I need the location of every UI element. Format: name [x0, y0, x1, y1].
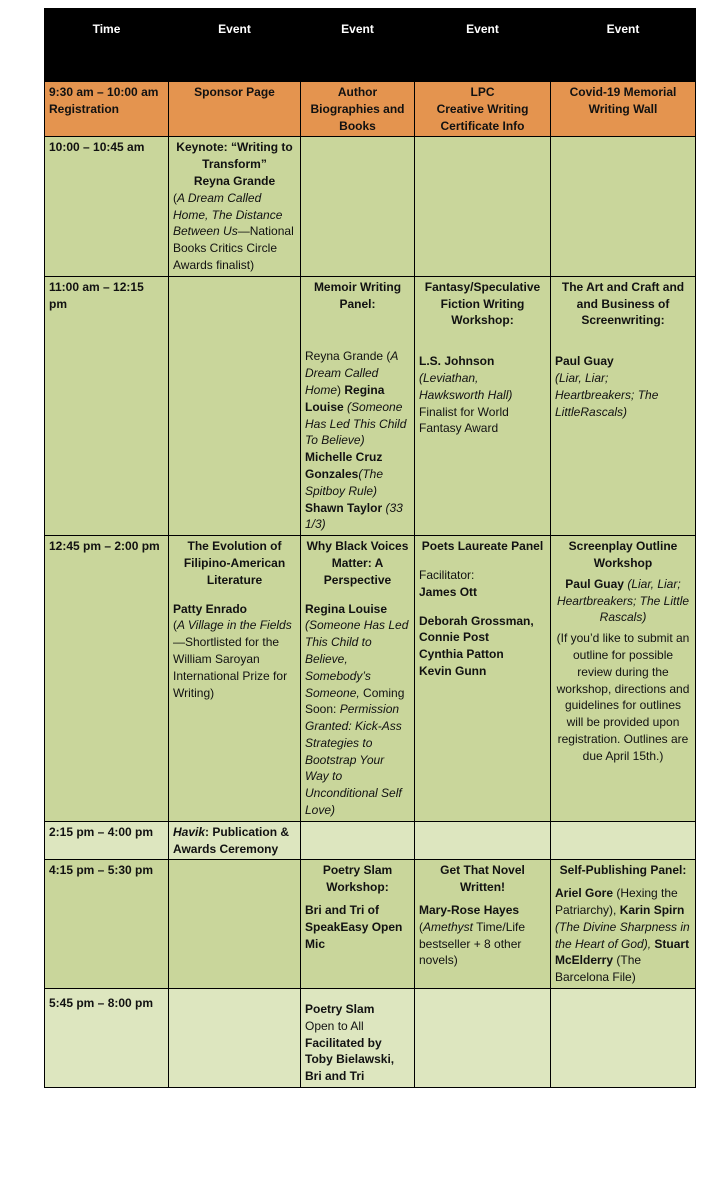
- fantasy-award: Finalist for World Fantasy Award: [419, 404, 509, 436]
- black-voices-books: [305, 617, 410, 819]
- panelist-shawn-taylor: Shawn Taylor: [305, 500, 383, 515]
- keynote-empty-4: [551, 137, 696, 276]
- session-11am-empty: [169, 276, 301, 535]
- memoir-panel-title: Memoir Writing Panel:: [313, 279, 402, 311]
- havik-empty-3: [415, 821, 551, 860]
- black-voices-book-1: (Someone Has Led This Child to Believe, Somebody’s Someone,: [305, 618, 409, 700]
- poets-facilitator-label: Facilitator:: [419, 567, 475, 582]
- self-publishing-cell: [551, 860, 696, 989]
- screenwriting-presenter: Paul Guay: [555, 354, 614, 369]
- havik-time: 2:15 pm – 4:00 pm: [45, 821, 169, 860]
- slam-workshop-hosts: Bri and Tri of SpeakEasy Open Mic: [305, 903, 403, 951]
- screenwriting-title: The Art and Craft and and Business of Screenwriting:: [561, 279, 685, 328]
- slam-workshop-title: Poetry Slam Workshop:: [322, 863, 393, 895]
- filipino-lit-books: [173, 617, 296, 701]
- memoir-panelists: [305, 348, 410, 533]
- fantasy-workshop-cell: [415, 276, 551, 535]
- poet-deborah-grossman: Deborah Grossman,: [419, 613, 534, 628]
- havik-name: Havik: [173, 824, 206, 839]
- header-event-3: Event: [415, 9, 551, 82]
- filipino-lit-cell: [169, 536, 301, 822]
- panelist-ariel-book: (Hexing the Patriarchy),: [555, 886, 678, 918]
- self-publishing-title: Self-Publishing Panel:: [559, 863, 687, 878]
- slam-workshop-cell: [301, 860, 415, 989]
- schedule-table: [44, 8, 696, 1088]
- panelist-shawn-book: (33 1/3): [305, 500, 403, 532]
- screenplay-outline-title: Screenplay Outline Workshop: [568, 539, 678, 570]
- keynote-books: [173, 190, 296, 274]
- open-slam-cell: [301, 989, 415, 1088]
- self-publishing-panelists: [555, 885, 691, 986]
- novel-books: [419, 919, 546, 969]
- novel-presenter: Mary-Rose Hayes: [419, 903, 520, 918]
- session-545-empty-1: [169, 989, 301, 1088]
- havik-row: [45, 821, 696, 860]
- session-1245-time: 12:45 pm – 2:00 pm: [45, 536, 169, 822]
- header-event-1: Event: [169, 9, 301, 82]
- poet-cynthia-patton: Cynthia Patton: [419, 647, 504, 662]
- havik-ceremony-cell: [169, 821, 301, 860]
- havik-ceremony-title: : Publication & Awards Ceremony: [173, 824, 290, 856]
- header-event-2: Event: [301, 9, 415, 82]
- black-voices-book-2: Permission Granted: Kick-Ass Strategies to Bootstrap Your Way to Unconditional Self Love): [305, 702, 402, 818]
- novel-cell: [415, 860, 551, 989]
- screenwriting-cell: [551, 276, 696, 535]
- panelist-stuart-book: (The Barcelona File): [555, 953, 642, 985]
- session-415-row: [45, 860, 696, 989]
- outline-presenter-name: Paul Guay: [565, 576, 624, 591]
- lpc-certificate-cell: [415, 82, 551, 137]
- session-545-empty-3: [415, 989, 551, 1088]
- panelist-michelle-cruz-gonzales: Michelle Cruz Gonzales: [305, 450, 383, 481]
- poets-laureate-cell: [415, 536, 551, 822]
- black-voices-coming-soon: Coming Soon:: [305, 685, 405, 717]
- keynote-empty-2: [301, 137, 415, 276]
- black-voices-title: Why Black Voices Matter: A Perspective: [306, 539, 409, 587]
- screenplay-outline-cell: [551, 536, 696, 822]
- havik-empty-4: [551, 821, 696, 860]
- keynote-open-paren: (: [173, 190, 177, 205]
- keynote-empty-3: [415, 137, 551, 276]
- screenplay-outline-presenter: [555, 576, 691, 626]
- fantasy-books: (Leviathan, Hawksworth Hall): [419, 370, 513, 402]
- registration-row: [45, 82, 696, 137]
- panelist-reyna-close: ): [337, 382, 342, 397]
- novel-book-title: Amethyst: [423, 919, 474, 934]
- author-bios-cell: Author Biographies and Books: [301, 82, 415, 137]
- panelist-reyna-book: A Dream Called Home: [305, 349, 398, 397]
- panelist-reyna-grande: Reyna Grande (: [305, 349, 391, 364]
- poet-kevin-gunn: Kevin Gunn: [419, 663, 487, 678]
- poet-connie-post: Connie Post: [419, 630, 490, 645]
- creative-writing-line: Creative Writing: [436, 101, 529, 116]
- open-slam-facilitators: Facilitated by Toby Bielawski, Bri and Tri: [305, 1035, 395, 1084]
- session-1245-row: [45, 536, 696, 822]
- session-545-time: 5:45 pm – 8:00 pm: [45, 989, 169, 1088]
- panelist-karin-book: (The Divine Sharpness in the Heart of God),: [555, 919, 690, 951]
- session-11am-time: 11:00 am – 12:15 pm: [45, 276, 169, 535]
- certificate-info-line: Certificate Info: [440, 118, 525, 133]
- poets-facilitator-name: James Ott: [419, 584, 478, 599]
- keynote-award: —National Books Critics Circle Awards finalist): [173, 224, 294, 272]
- header-time: Time: [45, 9, 169, 82]
- panelist-stuart-mcelderry: Stuart McElderry: [555, 936, 690, 968]
- panelist-regina-book: (Someone Has Led This Child To Believe): [305, 399, 407, 448]
- screenwriting-books: (Liar, Liar; Heartbreakers; The LittleRascals): [555, 370, 659, 419]
- novel-book-rest: Time/Life bestseller + 8 other novels): [419, 919, 526, 968]
- lpc-line: LPC: [470, 85, 495, 99]
- sponsor-page-cell: Sponsor Page: [169, 82, 301, 137]
- session-545-row: [45, 989, 696, 1088]
- header-event-4: Event: [551, 9, 696, 82]
- panelist-michelle-book: (The Spitboy Rule): [305, 466, 384, 498]
- session-415-time: 4:15 pm – 5:30 pm: [45, 860, 169, 989]
- memorial-wall-cell: Covid-19 Memorial Writing Wall: [551, 82, 696, 137]
- filipino-book-title: A Village in the Fields: [177, 618, 292, 633]
- filipino-lit-presenter: Patty Enrado: [173, 601, 248, 616]
- keynote-title: Keynote: “Writing to Transform”: [176, 140, 293, 172]
- filipino-open-paren: (: [173, 618, 177, 633]
- poets-laureate-title: Poets Laureate Panel: [421, 539, 544, 554]
- keynote-speaker: Reyna Grande: [193, 173, 276, 188]
- open-slam-title: Poetry Slam: [305, 1002, 375, 1017]
- panelist-regina-louise: Regina Louise: [305, 382, 385, 414]
- black-voices-presenter: Regina Louise: [305, 601, 388, 616]
- filipino-lit-title: The Evolution of Filipino-American Literature: [183, 539, 286, 587]
- outline-presenter-books: (Liar, Liar; Heartbreakers; The Little Rascals): [556, 576, 690, 625]
- session-545-empty-4: [551, 989, 696, 1088]
- open-slam-open: Open to All: [305, 1018, 364, 1033]
- filipino-award: —Shortlisted for the William Saroyan International Prize for Writing): [173, 635, 288, 700]
- keynote-book-titles: A Dream Called Home, The Distance Between Us: [173, 190, 283, 239]
- session-11am-row: [45, 276, 696, 535]
- session-415-empty: [169, 860, 301, 989]
- memoir-panel-cell: [301, 276, 415, 535]
- novel-title: Get That Novel Written!: [440, 863, 525, 895]
- keynote-cell: [169, 137, 301, 276]
- fantasy-presenter: L.S. Johnson: [419, 354, 495, 369]
- screenplay-outline-note: (If you’d like to submit an outline for possible review during the workshop, directions and guidelines for outlines will be provided upon registration. Outlines are due April 15th.): [556, 631, 690, 763]
- keynote-time: 10:00 – 10:45 am: [45, 137, 169, 276]
- panelist-karin-spirn: Karin Spirn: [619, 903, 685, 918]
- black-voices-cell: [301, 536, 415, 822]
- registration-time: 9:30 am – 10:00 am Registration: [45, 82, 169, 137]
- panelist-ariel-gore: Ariel Gore: [555, 886, 614, 901]
- keynote-row: [45, 137, 696, 276]
- novel-open-paren: (: [419, 919, 423, 934]
- header-row: [45, 9, 696, 82]
- havik-empty-2: [301, 821, 415, 860]
- fantasy-workshop-title: Fantasy/Speculative Fiction Writing Workshop:: [424, 279, 541, 328]
